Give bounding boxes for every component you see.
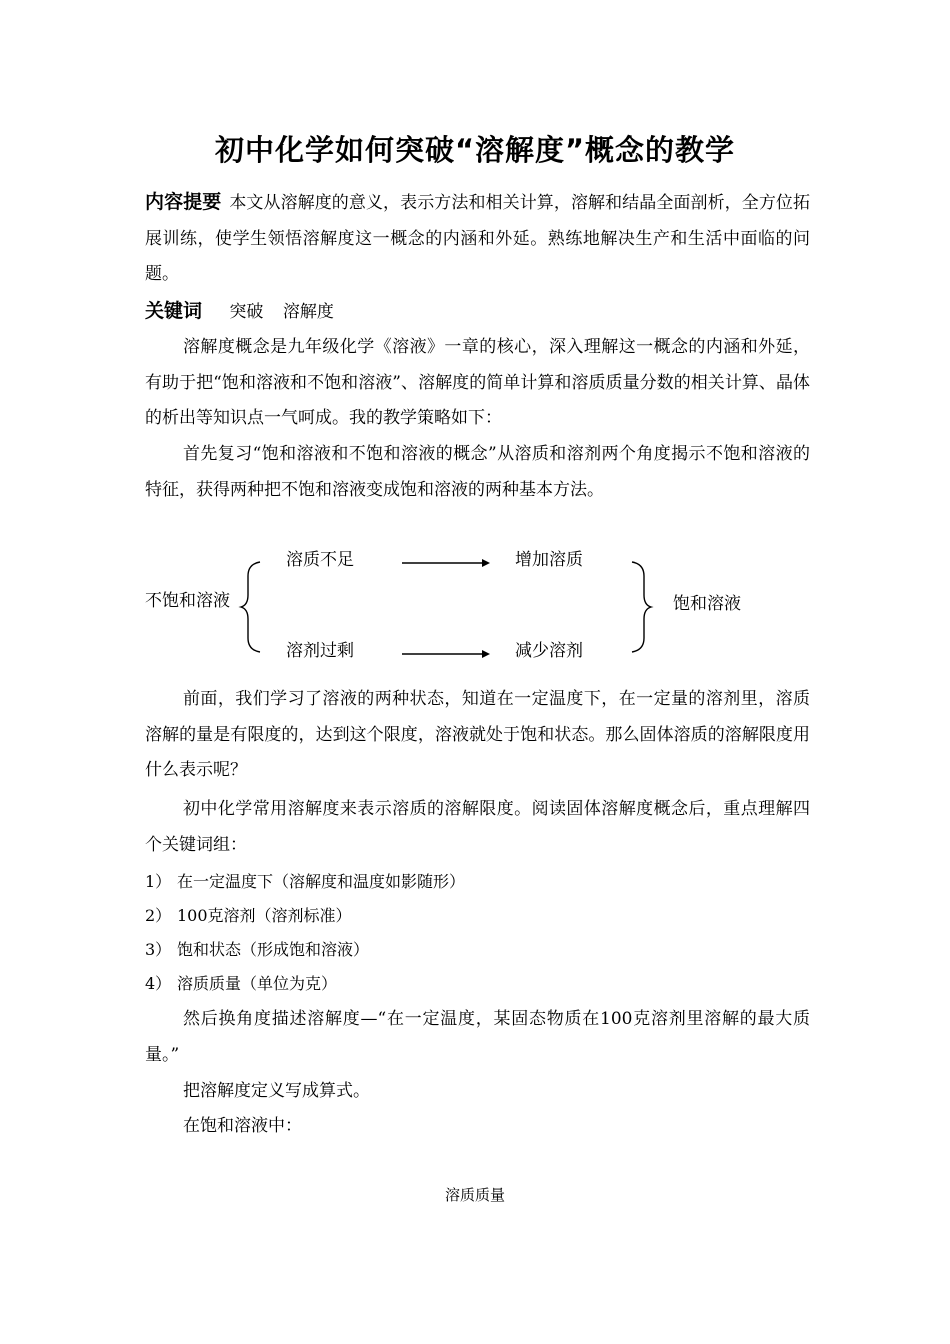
list-number: 1） — [145, 872, 172, 891]
diagram-bottom-action: 减少溶剂 — [515, 641, 583, 661]
document-title: 初中化学如何突破“溶解度”概念的教学 — [214, 133, 736, 167]
keyword-item: 溶解度 — [282, 302, 334, 322]
bottom-arrow-icon — [400, 647, 492, 661]
left-brace-icon — [238, 560, 268, 654]
review-paragraph: 首先复习“饱和溶液和不饱和溶液的概念”从溶质和溶剂两个角度揭示不饱和溶液的特征，获得两种把不饱和溶液变成饱和溶液的两种基本方法。 — [145, 444, 810, 500]
list-item — [145, 904, 352, 928]
keywords-line — [145, 296, 334, 327]
list-number: 3） — [145, 940, 172, 959]
abstract-paragraph — [145, 185, 810, 293]
diagram-top-action: 增加溶质 — [515, 550, 583, 570]
list-item — [145, 972, 337, 996]
definition-paragraph: 初中化学常用溶解度来表示溶质的溶解限度。阅读固体溶解度概念后，重点理解四个关键词组： — [145, 799, 810, 855]
list-item — [145, 938, 369, 962]
formula-intro-paragraph: 把溶解度定义写成算式。 — [183, 1081, 370, 1101]
diagram-left-label: 不饱和溶液 — [145, 591, 230, 611]
formula-numerator: 溶质质量 — [444, 1186, 505, 1204]
states-paragraph: 前面，我们学习了溶液的两种状态，知道在一定温度下，在一定量的溶剂里，溶质溶解的量是有限度的，达到这个限度，溶液就处于饱和状态。那么固体溶质的溶解限度用什么表示呢？ — [145, 689, 810, 780]
intro-paragraph: 溶解度概念是九年级化学《溶液》一章的核心，深入理解这一概念的内涵和外延，有助于把“饱和溶液和不饱和溶液”、溶解度的简单计算和溶质质量分数的相关计算、晶体的析出等知识点一气呵成。我的教学策略如下： — [145, 337, 810, 428]
keywords-label: 关键词 — [145, 300, 203, 322]
list-text: 在一定温度下（溶解度和温度如影随形） — [177, 872, 466, 891]
abstract-label: 内容提要 — [145, 191, 222, 213]
list-text: 饱和状态（形成饱和溶液） — [177, 940, 370, 959]
keyword-item: 突破 — [229, 302, 264, 322]
top-arrow-icon — [400, 556, 492, 570]
list-number: 2） — [145, 906, 172, 925]
diagram-top-cause: 溶质不足 — [286, 550, 354, 570]
list-text: 溶质质量（单位为克） — [177, 974, 338, 993]
diagram-right-label: 饱和溶液 — [673, 594, 741, 614]
right-brace-icon — [626, 560, 656, 654]
list-item — [145, 870, 465, 894]
list-number: 4） — [145, 974, 172, 993]
diagram-bottom-cause: 溶剂过剩 — [286, 641, 354, 661]
abstract-text: 本文从溶解度的意义，表示方法和相关计算，溶解和结晶全面剖析，全方位拓展训练，使学生领悟溶解度这一概念的内涵和外延。熟练地解决生产和生活中面临的问题。 — [145, 193, 810, 284]
redefinition-paragraph: 然后换角度描述溶解度—“在一定温度，某固态物质在100克溶剂里溶解的最大质量。” — [145, 1009, 810, 1065]
list-text: 100克溶剂（溶剂标准） — [177, 906, 352, 925]
saturated-paragraph: 在饱和溶液中： — [183, 1116, 302, 1136]
